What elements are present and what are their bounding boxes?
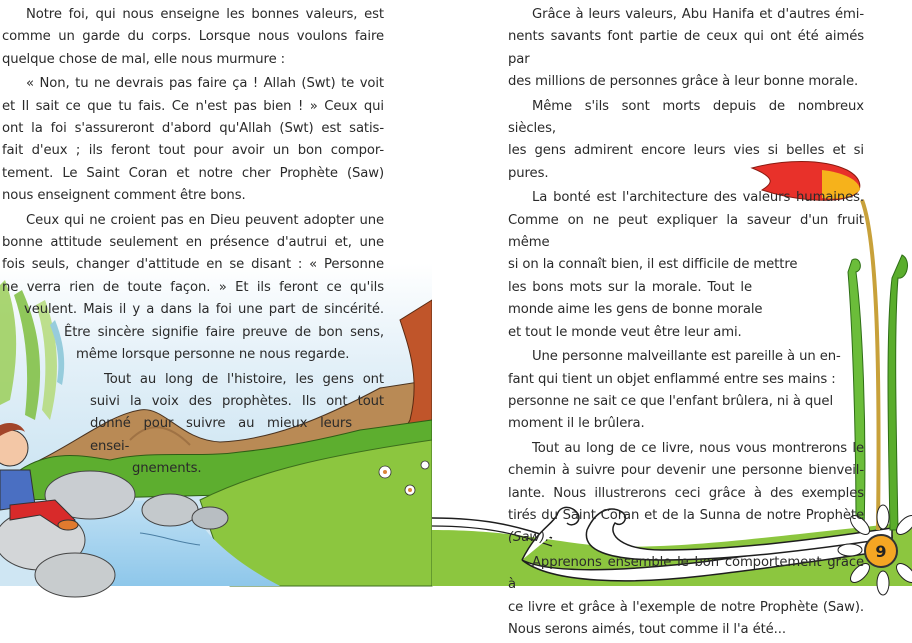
text-line: Comme on ne peut expliquer la saveur d'un fruit même xyxy=(508,212,864,251)
text-line: gnements. xyxy=(132,461,202,477)
text-line: fant qui tient un objet enflammé entre ses mains : xyxy=(508,371,836,387)
paragraph xyxy=(508,4,864,94)
paragraph xyxy=(508,346,864,436)
text-line: chemin à suivre pour devenir une personne bienveil- xyxy=(508,463,864,479)
text-line: moment il le brûlera. xyxy=(508,416,645,432)
text-line: Notre foi, qui nous enseigne les bonnes valeurs, est xyxy=(26,7,384,22)
text-line: Grâce à leurs valeurs, Abu Hanifa et d'autres émi- xyxy=(532,7,864,22)
text-line: La bonté est l'architecture des valeurs humaines. xyxy=(532,190,864,206)
left-text-block xyxy=(2,4,384,483)
text-line: lante. Nous illustrerons ceci grâce à des exemples xyxy=(508,485,864,501)
right-page xyxy=(432,0,912,637)
text-line: ont la foi s'assureront d'abord qu'Allah (Swt) est satis- xyxy=(2,121,384,137)
text-line: monde aime les gens de bonne morale xyxy=(508,302,763,318)
text-line: si on la connaît bien, il est difficile de mettre xyxy=(508,257,798,273)
text-line: ne verra rien de toute façon. » Et ils feront ce qu'ils xyxy=(2,279,384,295)
text-line: suivi la voix des prophètes. Ils ont tout xyxy=(90,393,384,409)
text-line: Apprenons ensemble le bon comportement grâce à xyxy=(508,554,864,593)
paragraph xyxy=(508,96,864,186)
text-line: Même s'ils sont morts depuis de nombreux siècles, xyxy=(508,98,864,137)
text-line: fait d'eux ; ils feront tout pour avoir un bon compor- xyxy=(2,143,384,159)
text-line: donné pour suivre au mieux leurs ensei- xyxy=(90,416,352,454)
text-line: les bons mots sur la morale. Tout le xyxy=(508,279,752,295)
text-line: ce livre et grâce à l'exemple de notre Prophète (Saw). xyxy=(508,599,864,615)
paragraph xyxy=(2,210,384,367)
text-line: nous enseignent comment être bons. xyxy=(2,188,246,204)
text-line: Être sincère signifie faire preuve de bon sens, xyxy=(64,324,384,340)
text-line: « Non, tu ne devrais pas faire ça ! Allah (Swt) te voit xyxy=(26,76,384,92)
text-line: veulent. Mais il y a dans la foi une part de sincérité. xyxy=(24,302,384,318)
text-line: même lorsque personne ne nous regarde. xyxy=(76,347,350,363)
text-line: quelque chose de mal, elle nous murmure : xyxy=(2,51,286,67)
paragraph xyxy=(508,552,864,642)
paragraph xyxy=(508,438,864,550)
text-line: Tout au long de l'histoire, les gens ont xyxy=(104,371,384,387)
text-line: personne ne sait ce que l'enfant brûlera, ni à quel xyxy=(508,393,834,409)
right-text-block xyxy=(508,4,864,643)
text-line: (Saw). xyxy=(508,530,550,546)
text-line: et tout le monde veut être leur ami. xyxy=(508,324,742,340)
text-line: fois seuls, changer d'attitude en se disant : « Personne xyxy=(2,257,384,273)
paragraph xyxy=(508,187,864,344)
text-line: et Il sait ce que tu fais. Ce n'est pas bien ! » Ceux qui xyxy=(2,98,384,114)
text-line: nents savants font partie de ceux qui ont été aimés par xyxy=(508,29,864,67)
text-line: des millions de personnes grâce à leur bonne morale. xyxy=(508,74,859,90)
text-line: Tout au long de ce livre, nous vous montrerons le xyxy=(532,440,864,456)
text-line: tirés du Saint Coran et de la Sunna de notre Prophète xyxy=(508,507,864,523)
text-line: Une personne malveillante est pareille à un en- xyxy=(532,349,841,365)
page-number-badge: 9 xyxy=(864,534,898,568)
text-line: Ceux qui ne croient pas en Dieu peuvent adopter une xyxy=(26,212,384,228)
text-line: bonne attitude seulement en présence d'autrui et, une xyxy=(2,235,384,251)
text-line: Nous serons aimés, tout comme il l'a été... xyxy=(508,621,786,637)
text-line: tement. Le Saint Coran et notre cher Prophète (Saw) xyxy=(2,165,384,181)
paragraph xyxy=(2,73,384,207)
text-line: comme un garde du corps. Lorsque nous voulons faire xyxy=(2,29,384,45)
left-page xyxy=(0,0,432,586)
paragraph xyxy=(2,369,384,481)
text-line: les gens admirent encore leurs vies si belles et si pures. xyxy=(508,143,864,181)
paragraph xyxy=(2,4,384,71)
